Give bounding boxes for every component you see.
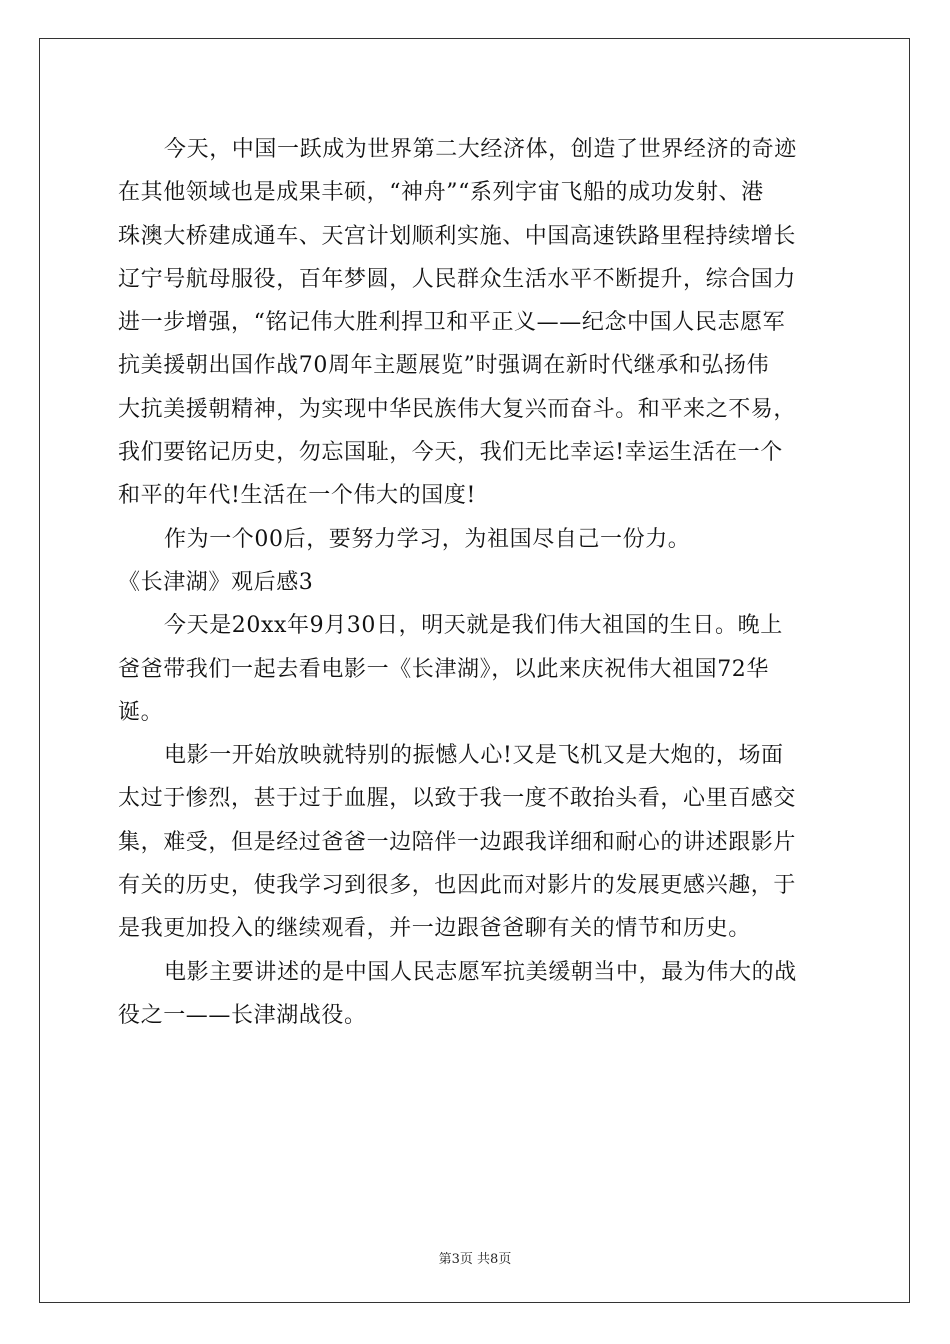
text-line: 电影一开始放映就特别的振憾人心!又是飞机又是大炮的，场面 — [164, 743, 784, 769]
text-line: 集，难受，但是经过爸爸一边陪伴一边跟我详细和耐心的讲述跟影片 — [118, 829, 797, 855]
text-line: 是我更加投入的继续观看，并一边跟爸爸聊有关的情节和历史。 — [118, 916, 751, 942]
paragraph — [118, 951, 830, 1038]
text-line: 我们要铭记历史，勿忘国耻，今天，我们无比幸运!幸运生活在一个 — [118, 440, 783, 466]
text-line: 《长津湖》观后感3 — [118, 569, 314, 595]
text-line: 役之一——长津湖战役。 — [118, 1002, 367, 1028]
text-line: 爸爸带我们一起去看电影一《长津湖》，以此来庆祝伟大祖国72华 — [118, 656, 769, 682]
paragraph — [118, 734, 830, 950]
paragraph — [118, 518, 830, 561]
text-line: 在其他领域也是成果丰硕，“神舟”“系列宇宙飞船的成功发射、港 — [118, 180, 764, 206]
text-line: 诞。 — [118, 699, 164, 725]
page-footer — [0, 1248, 950, 1267]
paragraph — [118, 561, 830, 604]
text-line: 大抗美援朝精神，为实现中华民族伟大复兴而奋斗。和平来之不易， — [118, 396, 797, 422]
text-line: 和平的年代!生活在一个伟大的国度! — [118, 483, 476, 509]
text-line: 有关的历史，使我学习到很多，也因此而对影片的发展更感兴趣，于 — [118, 873, 797, 899]
text-line: 进一步增强，“铭记伟大胜利捍卫和平正义——纪念中国人民志愿军 — [118, 310, 786, 336]
paragraph — [118, 604, 830, 734]
page-number: 第3页 共8页 — [438, 1252, 512, 1267]
text-line: 今天是20xx年9月30日，明天就是我们伟大祖国的生日。晚上 — [164, 613, 783, 639]
text-line: 今天，中国一跃成为世界第二大经济体，创造了世界经济的奇迹 — [164, 137, 797, 162]
text-line: 电影主要讲述的是中国人民志愿军抗美缓朝当中，最为伟大的战 — [164, 959, 797, 985]
text-line: 辽宁号航母服役，百年梦圆，人民群众生活水平不断提升，综合国力 — [118, 266, 797, 292]
paragraph — [118, 128, 830, 518]
text-line: 太过于惨烈，甚于过于血腥，以致于我一度不敢抬头看，心里百感交 — [118, 786, 797, 812]
text-line: 珠澳大桥建成通车、天宫计划顺利实施、中国高速铁路里程持续增长 — [118, 223, 797, 249]
document-body — [118, 128, 830, 1037]
text-line: 作为一个00后，要努力学习，为祖国尽自己一份力。 — [164, 526, 691, 552]
text-line: 抗美援朝出国作战70周年主题展览”时强调在新时代继承和弘扬伟 — [118, 353, 770, 379]
